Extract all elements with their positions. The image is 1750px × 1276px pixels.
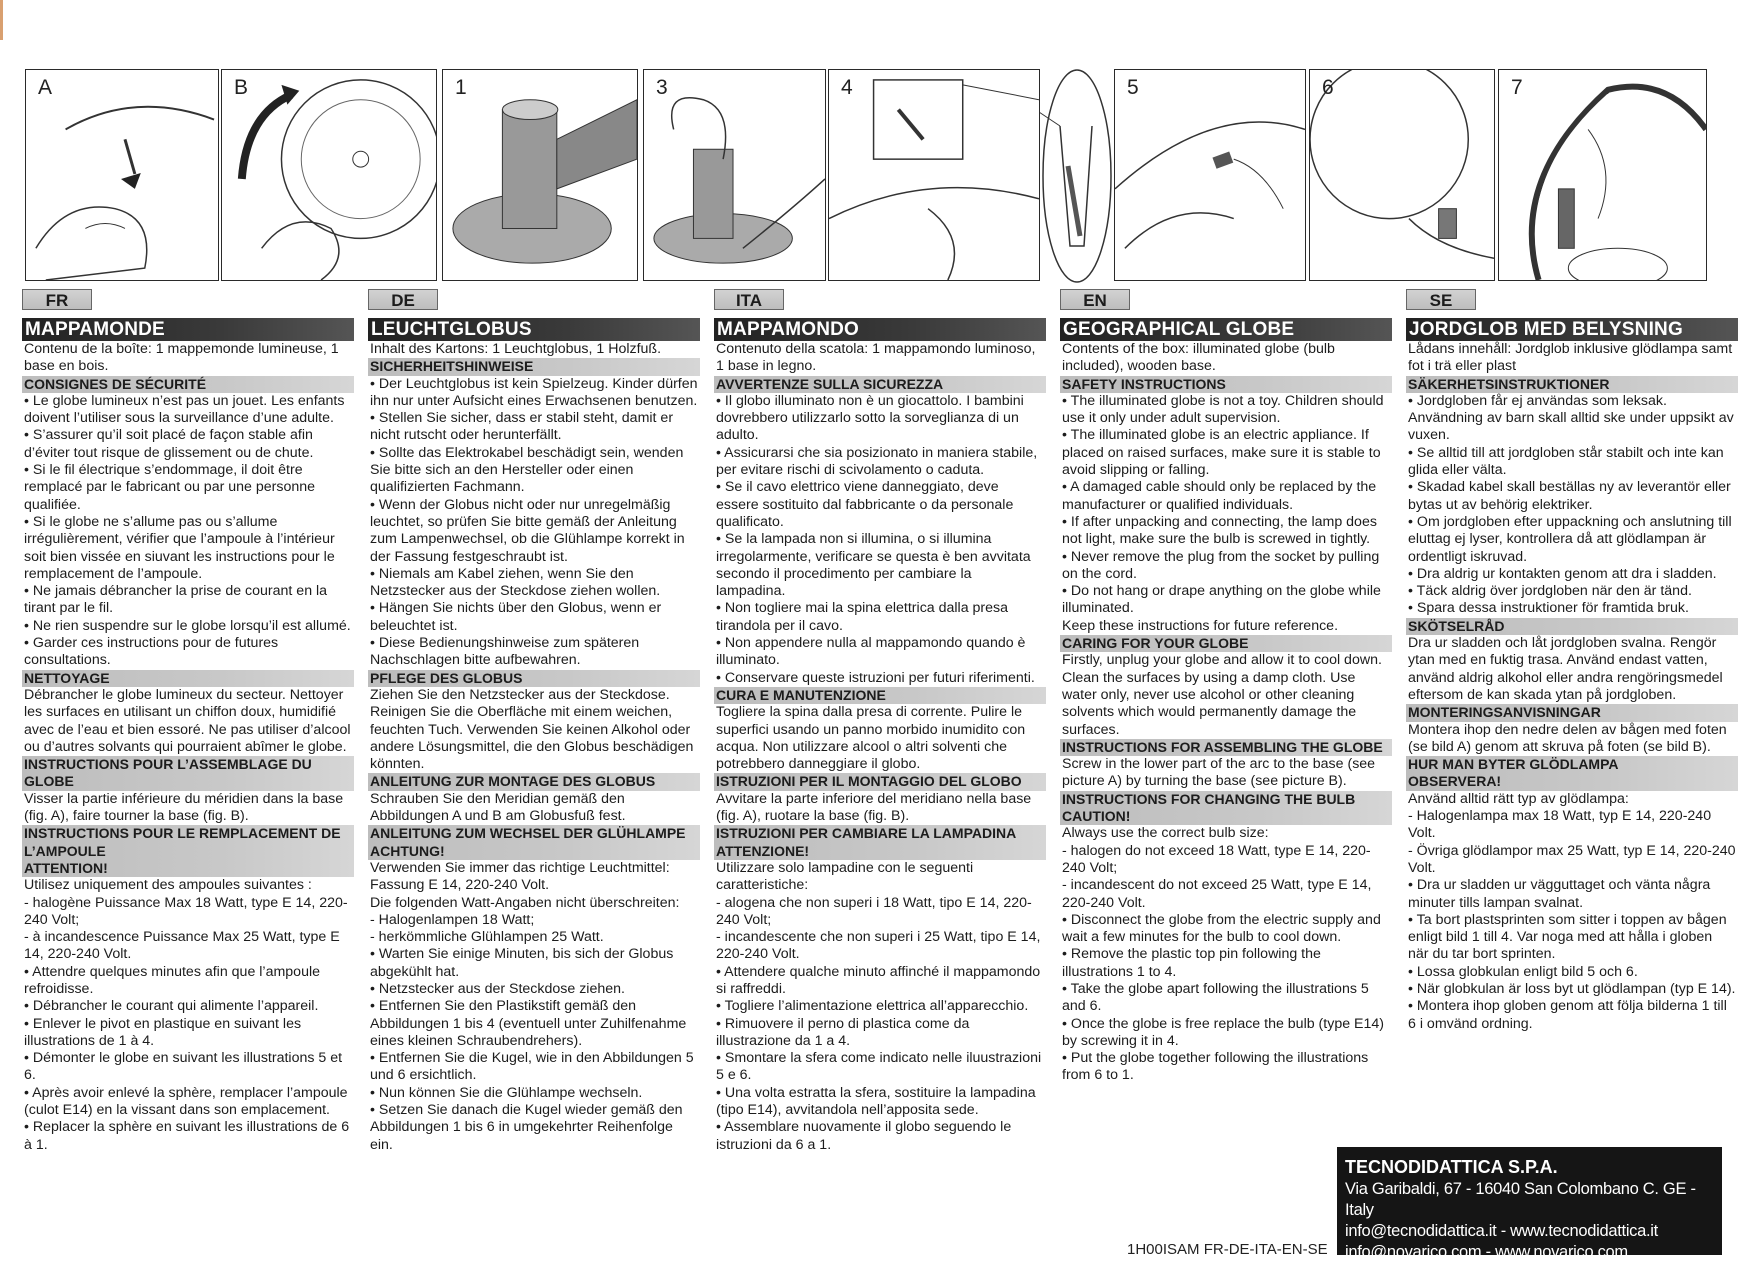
instruction-paragraph: • Se la lampada non si illumina, o si illumina irregolarmente, verificare se questa è ben avvitata secondo il procedimento per cambiare la lampadina. [716, 531, 1031, 600]
instruction-paragraph: • Smontare la sfera come indicato nelle iluustrazioni 5 e 6. [716, 1050, 1042, 1084]
section-heading: HUR MAN BYTER GLÖDLAMPA OBSERVERA! [1406, 756, 1738, 791]
company-contact-tecnodidattica: info@tecnodidattica.it - www.tecnodidattica.it [1345, 1222, 1658, 1240]
instruction-paragraph: • Montera ihop globen genom att följa bilderna 1 till 6 i omvänd ordning. [1408, 998, 1727, 1032]
instruction-paragraph: Contenuto della scatola: 1 mappamondo luminoso, 1 base in legno. [716, 341, 1036, 375]
instruction-paragraph: • Täck aldrig över jordgloben när den är tänd. [1408, 583, 1692, 600]
illustration-panel [221, 69, 437, 281]
instruction-paragraph: • Débrancher le courant qui alimente l’appareil. [24, 998, 319, 1015]
section-heading: ISTRUZIONI PER CAMBIARE LA LAMPADINA ATTENZIONE! [714, 825, 1046, 860]
illustration-label: 6 [1322, 76, 1334, 99]
instruction-paragraph: Dra ur sladden och låt jordgloben svalna. Rengör ytan med en fuktig trasa. Använd endast vatten, använd aldrig alkohol eller andra rengöringsmedel eftersom de kan skada ytan på jordgloben. [1408, 635, 1723, 703]
instruction-paragraph: • Non appendere nulla al mappamondo quando è illuminato. [716, 635, 1026, 669]
instruction-paragraph: • Disconnect the globe from the electric supply and wait a few minutes for the bulb to cool down. [1062, 911, 1381, 946]
illustration-panel [828, 69, 1040, 281]
document-code: 1H00ISAM FR-DE-ITA-EN-SE [1127, 1241, 1328, 1258]
instruction-paragraph: - Övriga glödlampor max 25 Watt, typ E 14, 220-240 Volt. [1408, 842, 1736, 876]
section-title: LEUCHTGLOBUS [368, 318, 700, 341]
instruction-paragraph: • Om jordgloben efter uppackning och anslutning till eluttag ej lyser, kontrollera då att glödlampan är ordentligt iskruvad. [1408, 513, 1732, 565]
illustration-label: 3 [656, 76, 668, 99]
instruction-paragraph: • Wenn der Globus nicht oder nur unregelmäßig leuchtet, so prüfen Sie bitte gemäß der Anleitung zum Lampenwechsel, ob die Glühlampe korrekt in der Fassung festgeschraubt ist. [370, 496, 685, 565]
section-heading: INSTRUCTIONS POUR LE REMPLACEMENT DE L’AMPOULE ATTENTION! [22, 825, 354, 877]
section-heading: ANLEITUNG ZUM WECHSEL DER GLÜHLAMPE ACHTUNG! [368, 825, 700, 860]
instruction-paragraph: Schrauben Sie den Meridian gemäß den Abbildungen A und B am Globusfuß fest. [370, 790, 626, 825]
instruction-paragraph: • Attendre quelques minutes afin que l’ampoule refroidisse. [24, 963, 321, 997]
instruction-paragraph: Inhalt des Kartons: 1 Leuchtglobus, 1 Holzfuß. [370, 341, 662, 357]
instruction-paragraph: • Ne jamais débrancher la prise de courant en la tirant par le fil. [24, 583, 328, 617]
instruction-paragraph: Togliere la spina dalla presa di corrente. Pulire le superfici usando un panno morbido inumidito con acqua. Non utilizzare alcool o altri solventi che potrebbero danneggiare il globo. [716, 704, 1026, 773]
instruction-paragraph: • Si le globe ne s’allume pas ou s’allume irrégulièrement, vérifier que l’ampoule à l’intérieur soit bien vissée en siuvant les instructions pour le remplacement de l’ampoule. [24, 513, 335, 582]
instruction-paragraph: Verwenden Sie immer das richtige Leuchtmittel: [370, 859, 670, 876]
section-heading: CARING FOR YOUR GLOBE [1060, 635, 1392, 652]
illustration-label: 5 [1127, 76, 1139, 99]
instruction-paragraph: Ziehen Sie den Netzstecker aus der Steckdose. Reinigen Sie die Oberfläche mit einem weichen, feuchten Tuch. Verwenden Sie keinen Alkohol oder andere Lösungsmittel, die den Globus beschädigen könnten. [370, 686, 694, 773]
magnifier-detail-illustration [1040, 66, 1114, 286]
instruction-paragraph: • Le globe lumineux n’est pas un jouet. Les enfants doivent l’utiliser sous la surveillance d’une adulte. [24, 392, 345, 427]
instruction-paragraph: • Una volta estratta la sfera, sostituire la lampadina (tipo E14), avvitandola nell’apposita sede. [716, 1084, 1036, 1119]
instruction-paragraph: Contents of the box: illuminated globe (bulb included), wooden base. [1062, 341, 1335, 375]
section-heading: SÄKERHETSINSTRUKTIONER [1406, 376, 1738, 393]
instruction-paragraph: • Sollte das Elektrokabel beschädigt sein, wenden Sie bitte sich an den Hersteller oder einen qualifizierten Fachmann. [370, 444, 684, 496]
instruction-paragraph: Screw in the lower part of the arc to the base (see picture A) by turning the base (see picture B). [1062, 756, 1376, 790]
instruction-paragraph: • Lossa globkulan enligt bild 5 och 6. [1408, 963, 1638, 980]
instruction-paragraph: - Halogenlampa max 18 Watt, typ E 14, 220-240 Volt. [1408, 808, 1712, 842]
step-illustration [644, 70, 825, 280]
company-contact-novarico: info@novarico.com - www.novarico.com [1345, 1243, 1628, 1261]
instruction-paragraph: • Non togliere mai la spina elettrica dalla presa tirandola per il cavo. [716, 600, 1009, 634]
instruction-paragraph: • Conservare queste istruzioni per futuri riferimenti. [716, 669, 1035, 686]
section-heading: PFLEGE DES GLOBUS [368, 670, 700, 687]
instruction-paragraph: - halogène Puissance Max 18 Watt, type E 14, 220-240 Volt; [24, 894, 348, 928]
instruction-paragraph: • Once the globe is free replace the bulb (type E14) by screwing it in 4. [1062, 1015, 1385, 1049]
instruction-paragraph: Utilizzare solo lampadine con le seguenti caratteristiche: [716, 859, 974, 894]
company-info-box [1337, 1147, 1722, 1261]
instruction-paragraph: • Take the globe apart following the illustrations 5 and 6. [1062, 980, 1369, 1015]
illustration-label: 7 [1511, 76, 1523, 99]
instruction-paragraph: Keep these instructions for future reference. [1062, 617, 1339, 634]
section-title: MAPPAMONDO [714, 318, 1046, 341]
section-heading: AVVERTENZE SULLA SICUREZZA [714, 376, 1046, 393]
instruction-paragraph: • Remove the plastic top pin following the illustrations 1 to 4. [1062, 946, 1321, 980]
instruction-paragraph: • Diese Bedienungshinweise zum späteren Nachschlagen bitte aufbewahren. [370, 635, 640, 669]
instruction-paragraph: - halogen do not exceed 18 Watt, type E 14, 220-240 Volt; [1062, 842, 1371, 876]
language-tag: ITA [714, 289, 784, 310]
instruction-paragraph: - incandescente che non superi i 25 Watt, tipo E 14, 220-240 Volt. [716, 929, 1041, 963]
instruction-paragraph: • Dra ur sladden ur vägguttaget och vänta några minuter tills lampan svalnat. [1408, 877, 1711, 911]
language-column-se [1406, 289, 1738, 1033]
step-illustration [1115, 70, 1305, 280]
instruction-paragraph: • Assicurarsi che sia posizionato in maniera stabile, per evitare rischi di scivolamento o caduta. [716, 444, 1038, 479]
section-title: GEOGRAPHICAL GLOBE [1060, 318, 1392, 341]
section-heading: INSTRUCTIONS FOR CHANGING THE BULB CAUTION! [1060, 791, 1392, 826]
instruction-paragraph: • The illuminated globe is an electric appliance. If placed on raised surfaces, make sure it is stable to avoid slipping or falling. [1062, 427, 1381, 479]
step-illustration [1499, 70, 1706, 280]
section-heading: NETTOYAGE [22, 670, 354, 687]
step-illustration [443, 70, 637, 280]
instruction-paragraph: • Attendere qualche minuto affinché il mappamondo si raffreddi. [716, 963, 1041, 997]
instruction-paragraph: • Nun können Sie die Glühlampe wechseln. [370, 1084, 643, 1101]
instruction-paragraph: Montera ihop den nedre delen av bågen med foten (se bild A) genom att skruva på foten (se bild B). [1408, 721, 1727, 755]
illustration-panel [442, 69, 638, 281]
section-heading: MONTERINGSANVISNINGAR [1406, 704, 1738, 721]
step-illustration [26, 70, 218, 280]
instruction-paragraph: • Si le fil électrique s’endommage, il doit être remplacé par le fabricant ou par une personne qualifiée. [24, 462, 316, 513]
instruction-paragraph: • Jordgloben får ej användas som leksak. Användning av barn skall alltid ske under uppsikt av vuxen. [1408, 392, 1734, 444]
section-heading: ISTRUZIONI PER IL MONTAGGIO DEL GLOBO [714, 773, 1046, 790]
instruction-paragraph: • If after unpacking and connecting, the lamp does not light, make sure the bulb is screwed in tightly. [1062, 513, 1377, 548]
company-name: TECNODIDATTICA S.P.A. [1345, 1157, 1558, 1177]
instruction-paragraph: • Setzen Sie danach die Kugel wieder gemäß den Abbildungen 1 bis 6 in umgekehrter Reihenfolge ein. [370, 1102, 683, 1153]
illustration-label: A [38, 76, 53, 99]
instruction-paragraph: - à incandescence Puissance Max 25 Watt, type E 14, 220-240 Volt. [24, 929, 340, 963]
language-tag: DE [368, 289, 438, 310]
section-heading: CONSIGNES DE SÉCURITÉ [22, 376, 354, 393]
instruction-paragraph: • Se alltid till att jordgloben står stabilt och inte kan glida eller välta. [1408, 444, 1724, 479]
instruction-paragraph: • The illuminated globe is not a toy. Children should use it only under adult supervision. [1062, 392, 1384, 427]
scan-edge [0, 0, 3, 40]
section-heading: INSTRUCTIONS POUR L’ASSEMBLAGE DU GLOBE [22, 756, 354, 791]
instruction-paragraph: • Entfernen Sie den Plastikstift gemäß den Abbildungen 1 bis 4 (eventuell unter Zuhilfenahme eines kleinen Schraubendrehers). [370, 998, 687, 1049]
language-column-en [1060, 289, 1392, 1085]
language-column-ita [714, 289, 1046, 1154]
instruction-paragraph: • Après avoir enlevé la sphère, remplacer l’ampoule (culot E14) en la vissant dans son emplacement. [24, 1084, 348, 1119]
illustration-panel [1498, 69, 1707, 281]
instruction-paragraph: • Skadad kabel skall beställas ny av leverantör eller bytas ut av behörig elektriker. [1408, 479, 1731, 513]
section-heading: SICHERHEITSHINWEISE [368, 358, 700, 375]
instruction-paragraph: Firstly, unplug your globe and allow it to cool down. Clean the surfaces by using a damp cloth. Use water only, never use alcohol or other cleaning solvents which would permanently damage the surfaces. [1062, 652, 1382, 738]
instruction-paragraph: - incandescent do not exceed 25 Watt, type E 14, 220-240 Volt. [1062, 877, 1372, 911]
instruction-paragraph: • Do not hang or drape anything on the globe while illuminated. [1062, 583, 1381, 617]
instruction-paragraph: • Warten Sie einige Minuten, bis sich der Globus abgekühlt hat. [370, 946, 674, 980]
instruction-paragraph: • Netzstecker aus der Steckdose ziehen. [370, 980, 625, 997]
instruction-paragraph: • Démonter le globe en suivant les illustrations 5 et 6. [24, 1050, 343, 1084]
instruction-paragraph: Always use the correct bulb size: [1062, 825, 1269, 842]
instruction-paragraph: • Enlever le pivot en plastique en suivant les illustrations de 1 à 4. [24, 1015, 302, 1049]
step-illustration [829, 70, 1039, 280]
section-heading: SAFETY INSTRUCTIONS [1060, 376, 1392, 393]
instruction-paragraph: Contenu de la boîte: 1 mappemonde lumineuse, 1 base en bois. [24, 341, 339, 375]
instruction-paragraph: • Niemals am Kabel ziehen, wenn Sie den Netzstecker aus der Steckdose ziehen wollen. [370, 565, 661, 600]
instruction-paragraph: Visser la partie inférieure du méridien dans la base (fig. A), faire tourner la base (fig. B). [24, 790, 344, 825]
instruction-paragraph: • A damaged cable should only be replaced by the manufacturer or qualified individuals. [1062, 479, 1377, 513]
instruction-paragraph: • Spara dessa instruktioner för framtida bruk. [1408, 600, 1689, 617]
illustration-label: 1 [455, 76, 467, 99]
instruction-paragraph: Débrancher le globe lumineux du secteur. Nettoyer les surfaces en utilisant un chiffon doux, humidifié avec de l’eau et bien essoré. Ne pas utiliser d’alcool ou d’autres solvants qui pourraient abîmer le globe. [24, 686, 351, 755]
illustration-panel [1114, 69, 1306, 281]
instruction-paragraph: Avvitare la parte inferiore del meridiano nella base (fig. A), ruotare la base (fig. B). [716, 790, 1032, 825]
instruction-paragraph: • Se il cavo elettrico viene danneggiato, deve essere sostituito dal fabbricante o da personale qualificato. [716, 479, 1014, 530]
section-heading: ANLEITUNG ZUR MONTAGE DES GLOBUS [368, 773, 700, 790]
instruction-paragraph: Utilisez uniquement des ampoules suivantes : [24, 877, 312, 894]
instruction-paragraph: • Garder ces instructions pour de futures consultations. [24, 635, 279, 669]
instruction-paragraph: • Never remove the plug from the socket by pulling on the cord. [1062, 548, 1380, 582]
instruction-paragraph: • Der Leuchtglobus ist kein Spielzeug. Kinder dürfen ihn nur unter Aufsicht eines Erwachsenen benutzen. [370, 375, 698, 409]
section-heading: SKÖTSELRÅD [1406, 618, 1738, 635]
instruction-paragraph: • Assemblare nuovamente il globo seguendo le istruzioni da 6 a 1. [716, 1119, 1012, 1153]
instruction-paragraph: • Entfernen Sie die Kugel, wie in den Abbildungen 5 und 6 ersichtlich. [370, 1050, 694, 1084]
language-tag: SE [1406, 289, 1476, 310]
instruction-paragraph: Lådans innehåll: Jordglob inklusive glödlampa samt fot i trä eller plast [1408, 341, 1733, 375]
step-illustration [1310, 70, 1494, 280]
instruction-paragraph: • Hängen Sie nichts über den Globus, wenn er beleuchtet ist. [370, 600, 662, 634]
instruction-paragraph: • När globkulan är loss byt ut glödlampan (typ E 14). [1408, 980, 1736, 997]
illustration-panel [25, 69, 219, 281]
section-heading: INSTRUCTIONS FOR ASSEMBLING THE GLOBE [1060, 739, 1392, 756]
instruction-paragraph: • Ne rien suspendre sur le globe lorsqu’il est allumé. [24, 617, 351, 634]
instruction-paragraph: • Put the globe together following the illustrations from 6 to 1. [1062, 1050, 1369, 1084]
instruction-paragraph: Die folgenden Watt-Angaben nicht überschreiten: [370, 894, 680, 911]
section-title: JORDGLOB MED BELYSNING [1406, 318, 1738, 341]
section-title: MAPPAMONDE [22, 318, 354, 341]
instruction-paragraph: • Il globo illuminato non è un giocattolo. I bambini dovrebbero utilizzarlo sotto la sorveglianza di un adulto. [716, 392, 1024, 444]
language-tag: FR [22, 289, 92, 310]
instruction-paragraph: • Dra aldrig ur kontakten genom att dra i sladden. [1408, 565, 1717, 582]
illustration-label: B [234, 76, 249, 99]
instruction-paragraph: • Rimuovere il perno di plastica come da illustrazione da 1 a 4. [716, 1015, 970, 1049]
illustration-panel [1309, 69, 1495, 281]
illustration-panel [643, 69, 826, 281]
instruction-paragraph: Fassung E 14, 220-240 Volt. [370, 877, 550, 894]
language-column-de [368, 289, 700, 1154]
instruction-paragraph: - Halogenlampen 18 Watt; [370, 911, 535, 928]
instruction-paragraph: - herkömmliche Glühlampen 25 Watt. [370, 929, 604, 946]
step-illustration [222, 70, 436, 280]
language-column-fr [22, 289, 354, 1154]
instruction-paragraph: • Stellen Sie sicher, dass er stabil steht, damit er nicht rutscht oder herunterfällt. [370, 410, 674, 444]
company-address: Via Garibaldi, 67 - 16040 San Colombano C. GE - Italy [1345, 1180, 1696, 1219]
instruction-paragraph: • Ta bort plastsprinten som sitter i toppen av bågen enligt bild 1 till 4. Var noga med att hålla i globen när du tar bort sprinten. [1408, 911, 1727, 963]
language-tag: EN [1060, 289, 1130, 310]
section-heading: CURA E MANUTENZIONE [714, 687, 1046, 704]
instruction-paragraph: - alogena che non superi i 18 Watt, tipo E 14, 220-240 Volt; [716, 894, 1032, 928]
illustration-label: 4 [841, 76, 853, 99]
instruction-paragraph: • Togliere l’alimentazione elettrica all’apparecchio. [716, 998, 1029, 1015]
instruction-paragraph: • Replacer la sphère en suivant les illustrations de 6 à 1. [24, 1119, 350, 1153]
instruction-paragraph: • S’assurer qu’il soit placé de façon stable afin d’éviter tout risque de glissement ou de chute. [24, 427, 314, 461]
instruction-paragraph: Använd alltid rätt typ av glödlampa: [1408, 790, 1629, 807]
